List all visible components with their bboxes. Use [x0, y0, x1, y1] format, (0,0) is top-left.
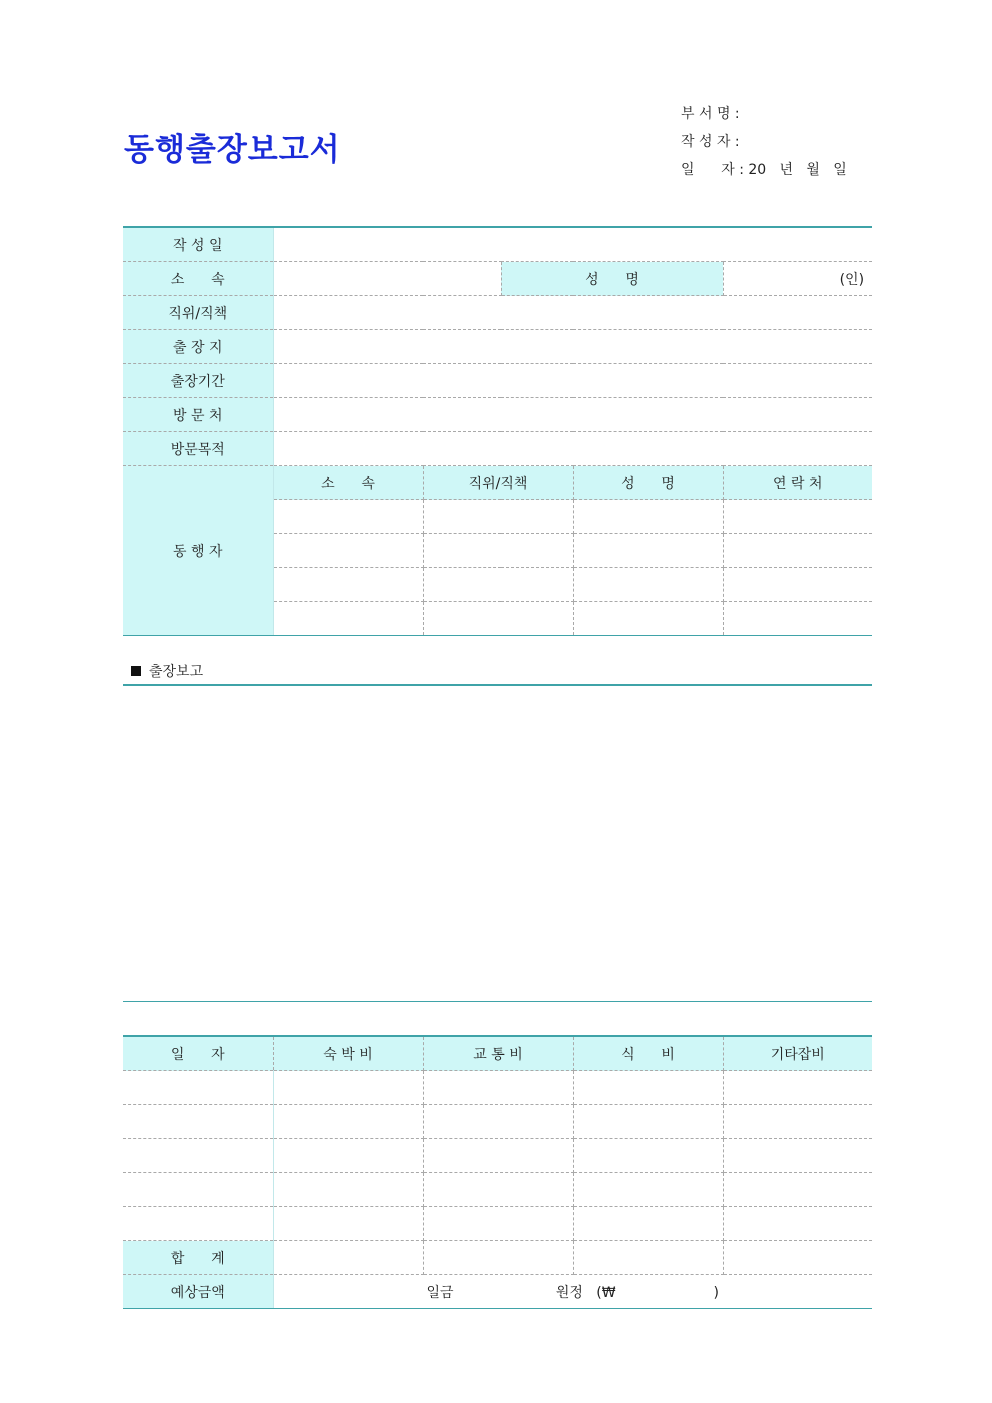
expense-cell[interactable]	[423, 1207, 573, 1241]
document-meta	[681, 103, 847, 187]
position-field[interactable]	[273, 296, 872, 330]
companion-col-affiliation: 소 속	[273, 466, 423, 500]
date-label: 일 자 : 20 년 월 일	[681, 162, 847, 178]
estimate-label: 예상금액	[123, 1275, 273, 1309]
visit-place-field[interactable]	[273, 398, 872, 432]
expense-cell[interactable]	[573, 1139, 723, 1173]
companion-cell[interactable]	[723, 500, 872, 534]
companion-cell[interactable]	[273, 602, 423, 636]
companion-cell[interactable]	[723, 602, 872, 636]
destination-label: 출 장 지	[123, 330, 273, 364]
expense-cell[interactable]	[123, 1071, 273, 1105]
companion-cell[interactable]	[723, 534, 872, 568]
expense-cell[interactable]	[273, 1139, 423, 1173]
estimate-field[interactable]: 일금 원정 (₩ )	[273, 1275, 872, 1309]
total-cell[interactable]	[423, 1241, 573, 1275]
companion-cell[interactable]	[423, 500, 573, 534]
expense-cell[interactable]	[423, 1105, 573, 1139]
visit-place-label: 방 문 처	[123, 398, 273, 432]
trip-info-table	[123, 226, 872, 636]
position-label: 직위/직책	[123, 296, 273, 330]
companion-cell[interactable]	[573, 602, 723, 636]
expense-cell[interactable]	[423, 1139, 573, 1173]
companion-cell[interactable]	[423, 602, 573, 636]
expense-table	[123, 1035, 872, 1309]
destination-field[interactable]	[273, 330, 872, 364]
expense-cell[interactable]	[123, 1105, 273, 1139]
affiliation-label: 소 속	[123, 262, 273, 296]
expense-cell[interactable]	[723, 1071, 872, 1105]
expense-cell[interactable]	[723, 1207, 872, 1241]
expense-cell[interactable]	[273, 1071, 423, 1105]
period-label: 출장기간	[123, 364, 273, 398]
expense-cell[interactable]	[723, 1139, 872, 1173]
name-label: 성 명	[501, 262, 723, 296]
expense-cell[interactable]	[573, 1173, 723, 1207]
written-date-field[interactable]	[273, 227, 872, 262]
expense-col-lodging: 숙 박 비	[273, 1036, 423, 1071]
companion-cell[interactable]	[423, 568, 573, 602]
total-cell[interactable]	[723, 1241, 872, 1275]
companion-cell[interactable]	[273, 534, 423, 568]
companion-col-position: 직위/직책	[423, 466, 573, 500]
author-label: 작 성 자 :	[681, 134, 740, 150]
total-cell[interactable]	[573, 1241, 723, 1275]
expense-cell[interactable]	[573, 1207, 723, 1241]
expense-col-meal: 식 비	[573, 1036, 723, 1071]
companion-cell[interactable]	[273, 500, 423, 534]
seal-label: (인)	[839, 271, 865, 288]
affiliation-field[interactable]	[273, 262, 501, 296]
square-bullet-icon	[131, 666, 141, 676]
companion-cell[interactable]	[573, 534, 723, 568]
report-section-heading	[131, 661, 203, 681]
document-title: 동행출장보고서	[124, 132, 341, 168]
visit-purpose-label: 방문목적	[123, 432, 273, 466]
expense-col-misc: 기타잡비	[723, 1036, 872, 1071]
report-body-area[interactable]	[123, 687, 872, 1001]
companion-cell[interactable]	[423, 534, 573, 568]
companion-cell[interactable]	[573, 568, 723, 602]
expense-cell[interactable]	[423, 1071, 573, 1105]
period-field[interactable]	[273, 364, 872, 398]
expense-cell[interactable]	[723, 1105, 872, 1139]
expense-cell[interactable]	[123, 1173, 273, 1207]
total-cell[interactable]	[273, 1241, 423, 1275]
expense-cell[interactable]	[123, 1139, 273, 1173]
companion-label: 동 행 자	[123, 466, 273, 636]
report-section-title: 출장보고	[149, 664, 204, 680]
total-label: 합 계	[123, 1241, 273, 1275]
expense-cell[interactable]	[273, 1173, 423, 1207]
visit-purpose-field[interactable]	[273, 432, 872, 466]
expense-col-transport: 교 통 비	[423, 1036, 573, 1071]
companion-cell[interactable]	[723, 568, 872, 602]
written-date-label: 작 성 일	[123, 227, 273, 262]
expense-col-date: 일 자	[123, 1036, 273, 1071]
companion-cell[interactable]	[273, 568, 423, 602]
dept-label: 부 서 명 :	[681, 106, 740, 122]
companion-col-name: 성 명	[573, 466, 723, 500]
report-top-divider	[123, 684, 872, 686]
expense-cell[interactable]	[423, 1173, 573, 1207]
expense-cell[interactable]	[123, 1207, 273, 1241]
name-field[interactable]	[723, 262, 872, 296]
expense-cell[interactable]	[273, 1207, 423, 1241]
expense-cell[interactable]	[573, 1105, 723, 1139]
report-bottom-divider	[123, 1001, 872, 1002]
expense-cell[interactable]	[723, 1173, 872, 1207]
expense-cell[interactable]	[573, 1071, 723, 1105]
expense-cell[interactable]	[273, 1105, 423, 1139]
companion-cell[interactable]	[573, 500, 723, 534]
companion-col-contact: 연 락 처	[723, 466, 872, 500]
